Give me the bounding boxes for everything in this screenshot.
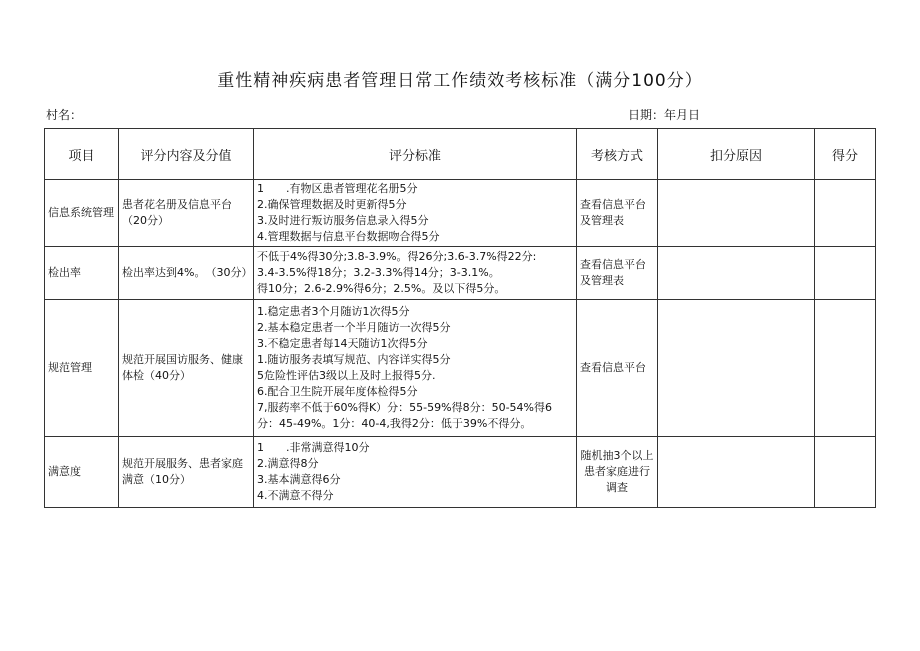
- table-row: [45, 180, 876, 247]
- header-score: 得分: [815, 129, 876, 180]
- row-method: 随机抽3个以上患者家庭进行调查: [577, 437, 658, 508]
- standard-line: 1 .非常满意得10分: [257, 441, 370, 454]
- header-item: 项目: [45, 129, 119, 180]
- standard-line: 4.管理数据与信息平台数据吻合得5分: [257, 230, 440, 243]
- row-item: 信息系统管理: [45, 180, 119, 247]
- row-deduction-reason-cell[interactable]: [658, 180, 815, 247]
- table-header-row: [45, 129, 876, 180]
- date-label: 日期：年月日: [628, 108, 701, 122]
- standard-line: 2.基本稳定患者一个半月随访一次得5分: [257, 321, 451, 334]
- row-score-cell[interactable]: [815, 437, 876, 508]
- row-standard: [254, 247, 577, 300]
- header-content: 评分内容及分值: [119, 129, 254, 180]
- row-content: 患者花名册及信息平台（20分）: [119, 180, 254, 247]
- row-item: 规范管理: [45, 300, 119, 437]
- standard-line: 6.配合卫生院开展年度体检得5分: [257, 385, 418, 398]
- row-score-cell[interactable]: [815, 247, 876, 300]
- standard-line: 1.随访服务表填写规范、内容详实得5分: [257, 353, 451, 366]
- standard-line: 1 .有物区患者管理花名册5分: [257, 182, 418, 195]
- row-content: 检出率达到4%。 （30分）: [119, 247, 254, 300]
- row-content: 规范开展国访服务、健康体检（40分）: [119, 300, 254, 437]
- row-method: 查看信息平台及管理表: [577, 247, 658, 300]
- row-deduction-reason-cell[interactable]: [658, 437, 815, 508]
- row-standard: [254, 300, 577, 437]
- standard-line: 3.不稳定患者每14天随访1次得5分: [257, 337, 428, 350]
- row-deduction-reason-cell[interactable]: [658, 247, 815, 300]
- standard-line: 3.基本满意得6分: [257, 473, 341, 486]
- row-standard: [254, 437, 577, 508]
- header-standard: 评分标准: [254, 129, 577, 180]
- row-method: 查看信息平台及管理表: [577, 180, 658, 247]
- page-title: 重性精神疾病患者管理日常工作绩效考核标准（满分100分）: [217, 71, 703, 91]
- standard-line: 2.确保管理数据及时更新得5分: [257, 198, 407, 211]
- row-method: 查看信息平台: [577, 300, 658, 437]
- standard-line: 得10分；2.6-2.9%得6分；2.5%。及以下得5分。: [257, 282, 506, 295]
- standard-line: 3.及时进行叛访服务信息录入得5分: [257, 214, 429, 227]
- standard-line: 1.稳定患者3个月随访1次得5分: [257, 305, 410, 318]
- table-row: [45, 247, 876, 300]
- row-deduction-reason-cell[interactable]: [658, 300, 815, 437]
- header-method: 考核方式: [577, 129, 658, 180]
- row-standard: [254, 180, 577, 247]
- standard-line: 不低于4%得30分;3.8-3.9%。得26分;3.6-3.7%得22分:: [257, 250, 537, 263]
- row-item: 检出率: [45, 247, 119, 300]
- village-label: 村名：: [46, 108, 83, 122]
- header-deduction-reason: 扣分原因: [658, 129, 815, 180]
- row-content: 规范开展服务、患者家庭满意（10分）: [119, 437, 254, 508]
- standard-line: 7,服药率不低于60%得K）分：55-59%得8分：50-54%得6: [257, 401, 552, 414]
- standard-line: 4.不满意不得分: [257, 489, 334, 502]
- standard-line: 5危险性评估3级以上及时上报得5分.: [257, 369, 436, 382]
- row-item: 满意度: [45, 437, 119, 508]
- table-row: [45, 437, 876, 508]
- row-score-cell[interactable]: [815, 300, 876, 437]
- row-score-cell[interactable]: [815, 180, 876, 247]
- standard-line: 3.4-3.5%得18分；3.2-3.3%得14分；3-3.1%。: [257, 266, 500, 279]
- table-row: [45, 300, 876, 437]
- assessment-table: [44, 128, 876, 508]
- standard-line: 分：45-49%。1分：40-4,我得2分：低于39%不得分。: [257, 417, 532, 430]
- standard-line: 2.满意得8分: [257, 457, 319, 470]
